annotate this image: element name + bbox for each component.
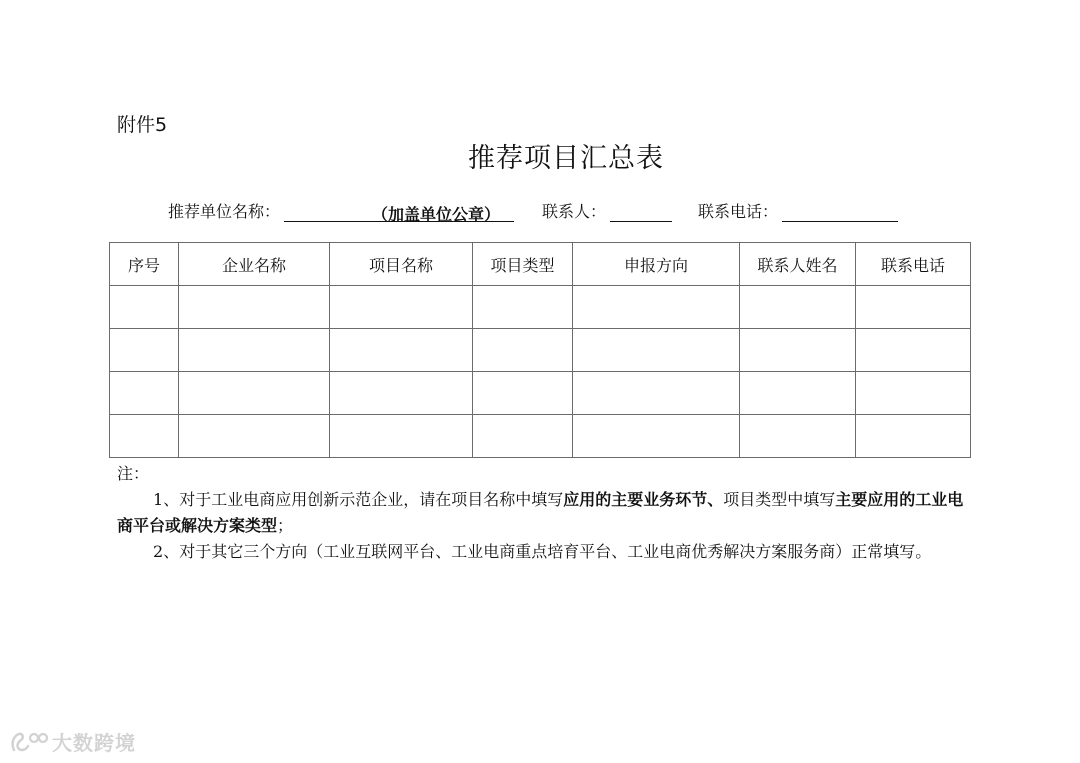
unit-name-blank [284, 203, 514, 222]
table-cell [110, 329, 179, 372]
note-item-1 [117, 487, 967, 539]
table-cell [573, 329, 740, 372]
header-cell: 企业名称 [179, 243, 330, 286]
table-cell [473, 286, 573, 329]
table-cell [330, 329, 473, 372]
contact-label: 联系人： [542, 202, 607, 221]
note-emphasis: 应用的主要业务环节、 [563, 490, 724, 509]
table-cell [330, 415, 473, 458]
notes-section [117, 461, 967, 565]
table-cell [110, 372, 179, 415]
table-cell [179, 329, 330, 372]
watermark-text: 大数跨境 [52, 731, 136, 755]
table-header-row [110, 243, 971, 286]
table-cell [740, 372, 856, 415]
table-cell [740, 329, 856, 372]
table-row [110, 372, 971, 415]
table-cell [573, 286, 740, 329]
note-text: 、对于其它三个方向（工业互联网平台、工业电商重点培育平台、工业电商优秀解决方案服务商）正常填写。 [163, 542, 932, 561]
unit-name-label: 推荐单位名称： [168, 202, 281, 221]
table-cell [740, 415, 856, 458]
table-cell [740, 286, 856, 329]
table-cell [856, 415, 971, 458]
header-cell: 联系人姓名 [740, 243, 856, 286]
note-number: 1 [153, 490, 164, 509]
header-cell: 序号 [110, 243, 179, 286]
table-cell [110, 286, 179, 329]
table-cell [179, 286, 330, 329]
header-cell: 申报方向 [573, 243, 740, 286]
note-text: ； [277, 516, 294, 535]
table-row [110, 415, 971, 458]
header-cell: 项目类型 [473, 243, 573, 286]
note-number: 2 [153, 542, 164, 561]
table-cell [330, 286, 473, 329]
header-cell: 联系电话 [856, 243, 971, 286]
table-cell [473, 372, 573, 415]
note-text: 项目类型中填写 [723, 490, 836, 509]
table-row [110, 286, 971, 329]
summary-table [109, 242, 971, 458]
note-item-2 [117, 539, 967, 565]
table-row [110, 329, 971, 372]
table-cell [179, 415, 330, 458]
info-line [168, 199, 898, 222]
table-cell [473, 329, 573, 372]
table-cell [573, 415, 740, 458]
watermark [10, 727, 136, 756]
seal-note: （加盖单位公章） [372, 205, 501, 224]
table-cell [473, 415, 573, 458]
attachment-label: 附件5 [117, 114, 168, 136]
note-emphasis: 主要应用的工业电商平台或解决方案类型 [117, 490, 964, 535]
contact-blank [610, 203, 672, 222]
page-title: 推荐项目汇总表 [468, 143, 664, 174]
header-cell: 项目名称 [330, 243, 473, 286]
table-cell [856, 286, 971, 329]
table-cell [856, 372, 971, 415]
table-cell [856, 329, 971, 372]
note-text: 、对于工业电商应用创新示范企业，请在项目名称中填写 [163, 490, 564, 509]
phone-label: 联系电话： [698, 202, 779, 221]
table-cell [110, 415, 179, 458]
notes-heading: 注： [117, 464, 150, 483]
table-cell [179, 372, 330, 415]
table-cell [573, 372, 740, 415]
brand-logo-icon [10, 730, 48, 754]
table-cell [330, 372, 473, 415]
phone-blank [782, 203, 898, 222]
